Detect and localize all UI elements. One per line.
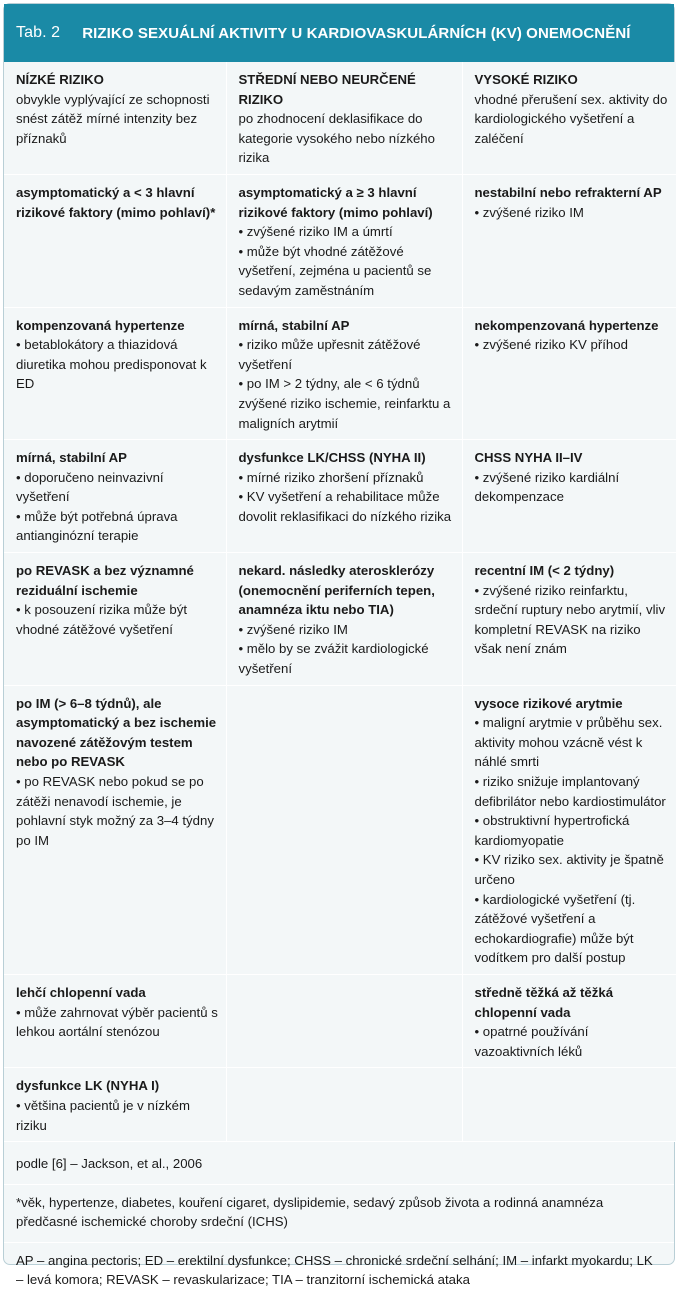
cell-medium-risk [226, 974, 462, 1067]
cell-bullet: • zvýšené riziko IM [238, 621, 348, 637]
cell-bullet: • KV riziko sex. aktivity je špatně určeno [474, 852, 664, 887]
cell-bullet: • může být vhodné zátěžové vyšetření, zejména u pacientů se sedavým zaměstnáním [238, 243, 432, 298]
table-title: RIZIKO SEXUÁLNÍ AKTIVITY U KARDIOVASKULÁRNÍCH (KV) ONEMOCNĚNÍ [82, 24, 631, 42]
cell-bullet: • zvýšené riziko KV příhod [474, 337, 628, 353]
table-footer [4, 1142, 674, 1290]
cell-bullet: • doporučeno neinvazivní vyšetření [16, 469, 164, 505]
header-title: VYSOKÉ RIZIKO [474, 72, 578, 87]
cell-low-risk [4, 307, 226, 440]
header-low-risk [4, 62, 226, 174]
cell-medium-risk [226, 553, 462, 686]
header-medium-risk [226, 62, 462, 174]
header-subtitle: obvykle vyplývající ze schopnosti snést zátěž mírné intenzity bez příznaků [16, 91, 210, 146]
cell-heading: nekard. následky aterosklerózy (onemocnění periferních tepen, anamnéza iktu nebo TIA) [238, 563, 435, 618]
cell-low-risk [4, 174, 226, 307]
cell-bullet: • může zahrnovat výběr pacientů s lehkou aortální stenózou [16, 1004, 218, 1040]
cell-heading: asymptomatický a ≥ 3 hlavní rizikové faktory (mimo pohlaví) [238, 184, 433, 220]
table-row [4, 553, 676, 686]
cell-bullet: • zvýšené riziko IM [474, 204, 584, 220]
cell-heading: mírná, stabilní AP [16, 450, 127, 466]
cell-bullet: • obstruktivní hypertrofická kardiomyopatie [474, 813, 630, 848]
cell-low-risk [4, 553, 226, 686]
cell-high-risk [462, 1068, 676, 1142]
footer-divider [4, 1242, 674, 1243]
cell-high-risk [462, 440, 676, 553]
table-card [3, 3, 675, 1288]
cell-bullet: • většina pacientů je v nízkém riziku [16, 1097, 190, 1133]
cell-bullet: • KV vyšetření a rehabilitace může dovolit reklasifikaci do nízkého rizika [238, 489, 452, 524]
cell-heading: dysfunkce LK (NYHA I) [16, 1078, 160, 1094]
header-subtitle: vhodné přerušení sex. aktivity do kardiologického vyšetření a zaléčení [474, 91, 668, 146]
cell-high-risk [462, 307, 676, 440]
cell-low-risk [4, 1068, 226, 1142]
table-number: Tab. 2 [16, 24, 61, 41]
header-title: STŘEDNÍ NEBO NEURČENÉ RIZIKO [238, 72, 416, 107]
cell-bullet: • zvýšené riziko kardiální dekompenzace [474, 469, 620, 505]
table-row [4, 307, 676, 440]
cell-bullet: • k posouzení rizika může být vhodné zátěžové vyšetření [16, 602, 187, 637]
cell-heading: lehčí chlopenní vada [16, 984, 146, 1000]
header-title: NÍZKÉ RIZIKO [16, 72, 104, 87]
cell-high-risk [462, 174, 676, 307]
footer-divider [4, 1184, 674, 1185]
cell-heading: recentní IM (< 2 týdny) [474, 563, 615, 579]
cell-heading: nestabilní nebo refrakterní AP [474, 184, 662, 200]
cell-medium-risk [226, 307, 462, 440]
cell-heading: vysoce rizikové arytmie [474, 695, 623, 711]
header-high-risk [462, 62, 676, 174]
table-row [4, 974, 676, 1067]
risk-table [4, 62, 676, 1142]
cell-high-risk [462, 553, 676, 686]
cell-bullet: • zvýšené riziko IM a úmrtí [238, 224, 393, 240]
cell-medium-risk [226, 174, 462, 307]
cell-bullet: • opatrné používání vazoaktivních léků [474, 1024, 589, 1059]
cell-low-risk [4, 685, 226, 974]
cell-medium-risk [226, 685, 462, 974]
table-row [4, 440, 676, 553]
cell-heading: dysfunkce LK/CHSS (NYHA II) [238, 450, 426, 466]
cell-bullet: • mělo by se zvážit kardiologické vyšetření [238, 641, 429, 677]
cell-high-risk [462, 974, 676, 1067]
footer-source: podle [6] – Jackson, et al., 2006 [16, 1156, 203, 1172]
cell-heading: asymptomatický a < 3 hlavní rizikové faktory (mimo pohlaví)* [16, 184, 216, 220]
footer-note: *věk, hypertenze, diabetes, kouření cigaret, dyslipidemie, sedavý způsob života a rodinná anamnéza předčasné ischemické choroby srdeční (ICHS) [16, 1194, 604, 1230]
cell-heading: CHSS NYHA II–IV [474, 450, 583, 466]
table-title-bar [4, 4, 674, 62]
cell-high-risk [462, 685, 676, 974]
cell-bullet: • mírné riziko zhoršení příznaků [238, 469, 424, 485]
cell-heading: kompenzovaná hypertenze [16, 317, 185, 333]
cell-bullet: • po REVASK nebo pokud se po zátěži nenavodí ischemie, je pohlavní styk možný za 3–4 týdny po IM [16, 774, 214, 848]
cell-bullet: • betablokátory a thiazidová diuretika mohou predisponovat k ED [16, 337, 207, 392]
cell-bullet: • může být potřebná úprava antianginózní terapie [16, 508, 178, 544]
cell-heading: po REVASK a bez významné reziduální ischemie [16, 563, 194, 598]
cell-bullet: • po IM > 2 týdny, ale < 6 týdnů zvýšené riziko ischemie, reinfarktu a maligních arytmií [238, 376, 451, 431]
header-row [4, 62, 676, 174]
table-row [4, 1068, 676, 1142]
cell-heading: nekompenzovaná hypertenze [474, 317, 659, 333]
cell-bullet: • riziko může upřesnit zátěžové vyšetření [238, 337, 421, 372]
cell-low-risk [4, 440, 226, 553]
cell-medium-risk [226, 440, 462, 553]
cell-low-risk [4, 974, 226, 1067]
header-subtitle: po zhodnocení deklasifikace do kategorie vysokého nebo nízkého rizika [238, 111, 435, 166]
table-row [4, 174, 676, 307]
table-body [4, 174, 676, 1141]
table-row [4, 685, 676, 974]
cell-heading: po IM (> 6–8 týdnů), ale asymptomatický a bez ischemie navozené zátěžovým testem nebo po REVASK [16, 695, 217, 770]
cell-bullet: • maligní arytmie v průběhu sex. aktivity mohou vzácně vést k náhlé smrti [474, 715, 663, 770]
cell-heading: mírná, stabilní AP [238, 317, 350, 333]
cell-heading: středně těžká až těžká chlopenní vada [474, 984, 614, 1020]
cell-bullet: • kardiologické vyšetření (tj. zátěžové vyšetření a echokardiografie) může být vodítkem pro další postup [474, 891, 636, 966]
cell-bullet: • zvýšené riziko reinfarktu, srdeční ruptury nebo arytmií, vliv kompletní REVASK na riziko však není znám [474, 582, 666, 657]
cell-medium-risk [226, 1068, 462, 1142]
footer-abbreviations: AP – angina pectoris; ED – erektilní dysfunkce; CHSS – chronické srdeční selhání; IM – infarkt myokardu; LK – levá komora; REVASK – revaskularizace; TIA – tranzitorní ischemická ataka [16, 1252, 653, 1288]
cell-bullet: • riziko snižuje implantovaný defibrilátor nebo kardiostimulátor [474, 774, 666, 809]
